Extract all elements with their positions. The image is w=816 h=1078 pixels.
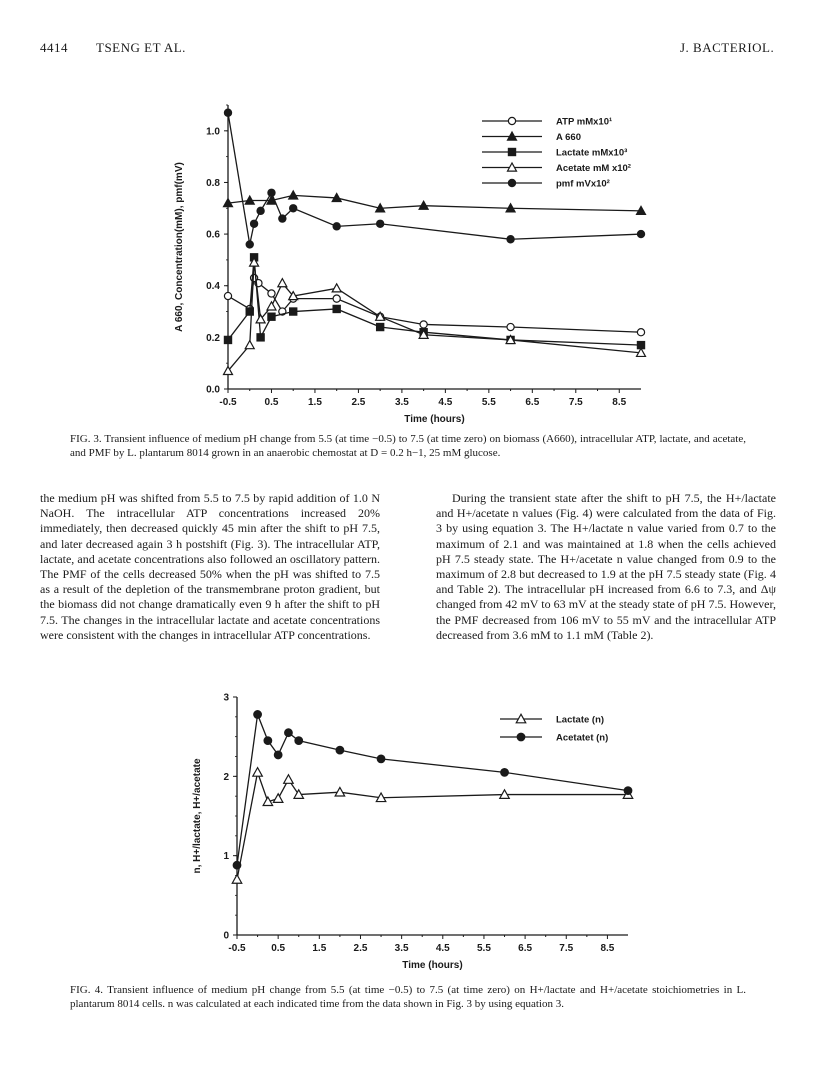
y-tick-label: 1	[223, 851, 229, 863]
data-point	[245, 196, 254, 204]
figure-3-caption: FIG. 3. Transient influence of medium pH change from 5.5 (at time −0.5) to 7.5 (at time zero) on biomass (A660), intracellular ATP, lactate, and acetate, and PMF by L. plantarum 8014 grown in an anaerobic chemostat at D = 0.2 h−1, 25 mM glucose.	[70, 433, 746, 459]
data-point	[376, 793, 386, 802]
legend-label: Lactate (n)	[556, 714, 605, 726]
data-point	[268, 290, 275, 297]
legend-label: A 660	[556, 132, 581, 143]
data-point	[506, 204, 515, 212]
data-point	[279, 308, 286, 315]
data-point	[377, 313, 384, 320]
y-tick-label: 0.4	[206, 281, 220, 293]
data-point	[637, 329, 644, 336]
data-point	[290, 295, 297, 302]
legend-marker	[508, 132, 517, 140]
data-point	[637, 348, 646, 356]
data-point	[250, 258, 259, 266]
x-tick-label: 2.5	[353, 943, 368, 954]
data-point	[501, 769, 509, 777]
y-tick-label: 3	[223, 692, 229, 704]
x-tick-label: 3.5	[394, 397, 409, 408]
x-tick-label: 0.5	[271, 943, 286, 954]
data-point	[224, 292, 231, 299]
data-point	[290, 308, 297, 315]
data-point	[623, 790, 633, 799]
data-point	[224, 109, 231, 116]
data-point	[507, 236, 514, 243]
x-tick-label: -0.5	[228, 943, 246, 954]
series-line	[228, 262, 641, 370]
data-point	[637, 206, 646, 214]
data-point	[245, 341, 254, 349]
data-point	[267, 196, 276, 204]
legend-marker	[508, 179, 515, 186]
data-point	[332, 284, 341, 292]
data-point	[268, 313, 275, 320]
series-line	[237, 714, 628, 865]
data-point	[273, 794, 283, 803]
x-tick-label: 8.5	[612, 397, 627, 408]
data-point	[246, 308, 253, 315]
legend-marker	[517, 733, 525, 741]
x-tick-label: 3.5	[394, 943, 409, 954]
left-paragraph: the medium pH was shifted from 5.5 to 7.5 by rapid addition of 1.0 N NaOH. The intracellular ATP concentrations increased 20% immediately, then decreased quickly 45 min after the shift to pH 7.5, and later decreased again 3 h postshift (Fig. 3). The intracellular ATP, lactate, and acetate concentrations also followed an oscillatory pattern. The PMF of the cells decreased 50% when the pH was shifted to 7.5 as a result of the depletion of the transmembrane proton gradient, but the biomass did not change dramatically even 9 h after the shift to pH 7.5. The changes in the intracellular lactate and acetate concentrations were consistent with the changes in intracellular ATP concentrations.	[40, 491, 380, 642]
data-point	[377, 220, 384, 227]
x-tick-label: 7.5	[568, 397, 583, 408]
data-point	[376, 204, 385, 212]
data-point	[256, 315, 265, 323]
data-point	[507, 336, 514, 343]
data-point	[250, 254, 257, 261]
data-point	[506, 335, 515, 343]
left-column-text	[40, 491, 380, 643]
y-tick-label: 0.0	[206, 384, 220, 396]
page-number: 4414	[40, 40, 68, 55]
x-axis-label: Time (hours)	[402, 960, 463, 971]
data-point	[268, 189, 275, 196]
data-point	[250, 220, 257, 227]
x-tick-label: 7.5	[559, 943, 574, 954]
data-point	[289, 191, 298, 199]
x-tick-label: 4.5	[435, 943, 450, 954]
legend-label: ATP mMx10¹	[556, 116, 613, 128]
legend-label: pmf mVx10²	[556, 178, 610, 190]
y-tick-label: 0.2	[206, 332, 220, 344]
running-authors: TSENG ET AL.	[96, 40, 186, 55]
data-point	[624, 787, 632, 795]
data-point	[232, 875, 242, 884]
legend-label: Acetate mM x10²	[556, 163, 631, 174]
data-point	[507, 323, 514, 330]
data-point	[233, 861, 241, 869]
legend-marker	[508, 163, 517, 171]
data-point	[224, 199, 233, 207]
data-point	[285, 729, 293, 737]
series-line	[228, 195, 641, 210]
data-point	[257, 334, 264, 341]
series-line	[228, 257, 641, 345]
data-point	[263, 797, 273, 806]
data-point	[224, 336, 231, 343]
x-tick-label: 4.5	[438, 397, 453, 408]
data-point	[333, 223, 340, 230]
figure-4-caption: FIG. 4. Transient influence of medium pH change from 5.5 (at time −0.5) to 7.5 (at time zero) on H+/lactate and H+/acetate stoichiometries in L. plantarum 8014 cells. n was calculated at each indicated time from the data shown in Fig. 3 by using equation 3.	[70, 984, 746, 1010]
data-point	[333, 305, 340, 312]
data-point	[246, 305, 253, 312]
y-tick-label: 0.8	[206, 177, 220, 189]
data-point	[420, 329, 427, 336]
data-point	[333, 295, 340, 302]
data-point	[335, 787, 345, 796]
data-point	[279, 215, 286, 222]
data-point	[377, 755, 385, 763]
data-point	[290, 205, 297, 212]
x-tick-label: 5.5	[476, 943, 491, 954]
data-point	[336, 746, 344, 754]
series-line	[228, 278, 641, 332]
data-point	[332, 193, 341, 201]
data-point	[377, 323, 384, 330]
series-line	[228, 113, 641, 245]
y-tick-label: 1.0	[206, 126, 220, 138]
x-tick-label: 8.5	[600, 943, 615, 954]
data-point	[637, 230, 644, 237]
data-point	[255, 280, 262, 287]
x-tick-label: 5.5	[481, 397, 496, 408]
data-point	[253, 768, 263, 777]
data-point	[376, 312, 385, 320]
data-point	[289, 292, 298, 300]
y-tick-label: 2	[223, 771, 229, 783]
data-point	[420, 321, 427, 328]
x-tick-label: 6.5	[525, 397, 540, 408]
data-point	[246, 241, 253, 248]
data-point	[500, 790, 510, 799]
legend-marker	[508, 148, 515, 155]
x-tick-label: 1.5	[307, 397, 322, 408]
data-point	[294, 790, 304, 799]
x-tick-label: 0.5	[264, 397, 279, 408]
y-tick-label: 0.6	[206, 229, 220, 241]
legend-label: Lactate mMx10³	[556, 147, 628, 159]
data-point	[419, 330, 428, 338]
data-point	[637, 342, 644, 349]
y-axis-label: A 660, Concentration(mM), pmf(mV)	[174, 162, 185, 332]
data-point	[224, 366, 233, 374]
legend-label: Acetatet (n)	[556, 732, 609, 744]
series-line	[237, 772, 628, 879]
data-point	[278, 279, 287, 287]
data-point	[250, 274, 257, 281]
data-point	[295, 737, 303, 745]
data-point	[257, 207, 264, 214]
data-point	[274, 751, 282, 759]
legend-marker	[508, 117, 515, 124]
data-point	[254, 711, 262, 719]
x-tick-label: -0.5	[219, 397, 237, 408]
y-tick-label: 0	[223, 930, 229, 942]
data-point	[267, 302, 276, 310]
data-point	[419, 201, 428, 209]
x-tick-label: 1.5	[312, 943, 327, 954]
right-paragraph: During the transient state after the shift to pH 7.5, the H+/lactate and H+/acetate n values (Fig. 4) were calculated from the data of Fig. 3 by using equation 3. The H+/lactate n value varied from 0.7 to the maximum of 2.1 and was maintained at 1.8 when the cells achieved pH 7.5 steady state. The H+/acetate n value changed from 0.9 to the maximum of 2.8 but decreased to 1.9 at the pH 7.5 steady state (Fig. 4 and Table 2). The intracellular pH increased from 6.6 to 7.3, and Δψ changed from 42 mV to 63 mV at the steady state of pH 7.5. However, the PMF decreased from 106 mV to 55 mV and the intracellular ATP decreased from 3.6 mM to 1.1 mM (Table 2).	[436, 491, 776, 642]
x-tick-label: 2.5	[351, 397, 366, 408]
journal-name: J. BACTERIOL.	[680, 40, 775, 55]
x-tick-label: 6.5	[518, 943, 533, 954]
data-point	[284, 775, 294, 784]
y-axis-label: n, H+/lactate, H+/acetate	[192, 758, 203, 874]
x-axis-label: Time (hours)	[404, 414, 465, 425]
right-column-text	[436, 491, 776, 643]
legend-marker	[516, 714, 526, 723]
data-point	[264, 737, 272, 745]
